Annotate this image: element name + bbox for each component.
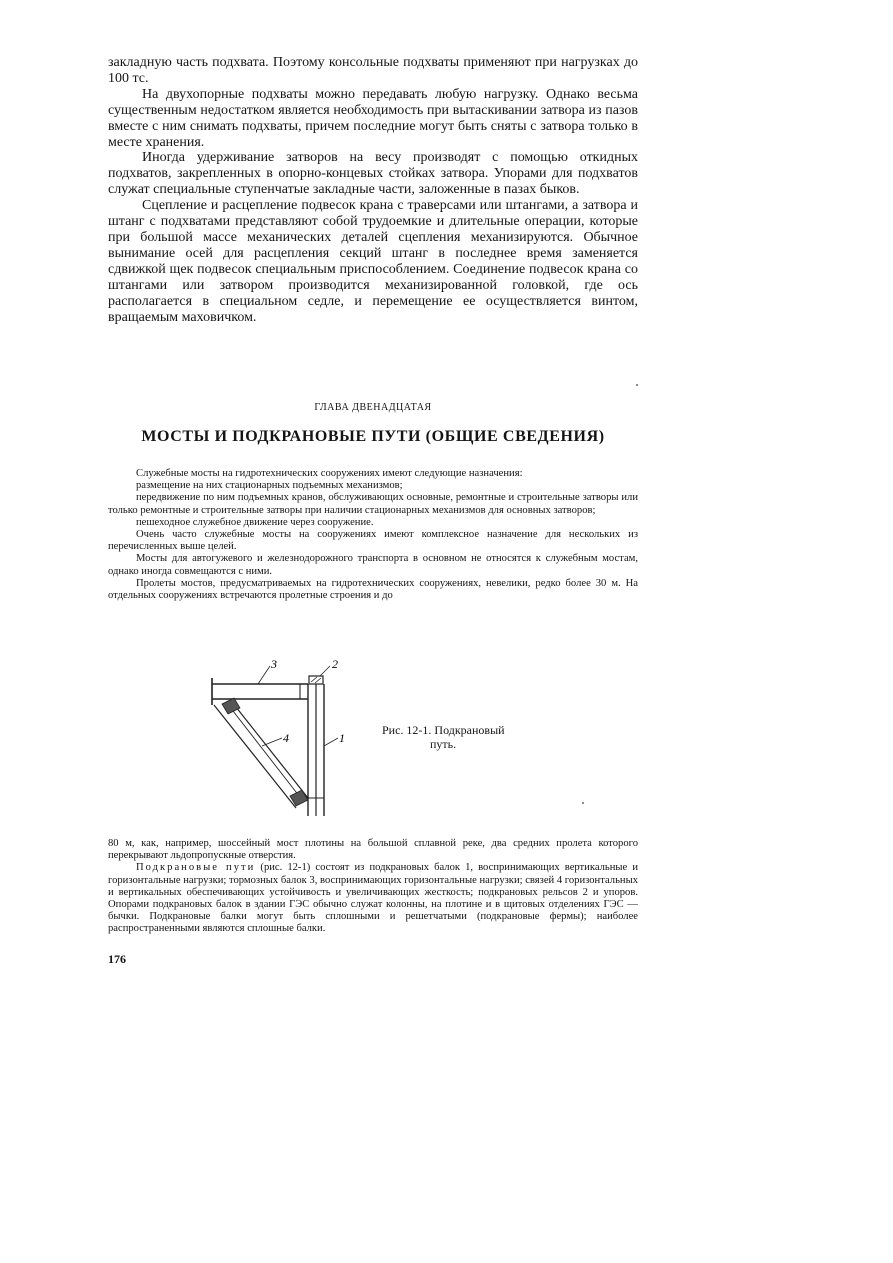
paragraph: Сцепление и расцепление подвесок крана с траверсами или штангами, а затвора и штанг с подхватами представляют собой трудоемкие и длительные операции, которые при большой массе механических деталей сцепления механизируются. Обычное вынимание осей для расцепления секций штанг в последнее время заменяется сдвижкой щек подвесок специальным приспособлением. Соединение подвесок крана со штангами или затвором производится механизированной головкой, где ось располагается в специальном седле, и перемещение ее осуществляется винтом, вращаемым маховичком.: [108, 198, 638, 325]
scan-speck: [582, 802, 584, 804]
paragraph: закладную часть подхвата. Поэтому консольные подхваты применяют при нагрузках до 100 тс.: [108, 55, 638, 86]
paragraph: Служебные мосты на гидротехнических сооружениях имеют следующие назначения:: [136, 468, 523, 479]
paragraph: На двухопорные подхваты можно передавать любую нагрузку. Однако весьма существенным недостатком является необходимость при вытаскивании затвора из пазов вместе с ним снимать подхваты, причем последние могут быть сняты с затвора только в месте хранения.: [108, 86, 638, 150]
caption-line-1: Рис. 12-1. Подкрановый: [382, 723, 505, 737]
figure-caption: [382, 723, 542, 751]
list-item: размещение на них стационарных подъемных механизмов;: [136, 480, 403, 492]
paragraph: Мосты для автогужевого и железнодорожного транспорта в основном не относятся к служебным мостам, однако иногда совмещаются с ними.: [108, 553, 638, 577]
paragraph: 80 м, как, например, шоссейный мост плотины на большой сплавной реке, два средних пролета которого перекрывают льдопропускные отверстия.: [108, 838, 638, 862]
paragraph: Пролеты мостов, предусматриваемых на гидротехнических сооружениях, невелики, редко более 30 м. На отдельных сооружениях встречаются пролетные строения и до: [108, 577, 638, 602]
chapter-title: МОСТЫ И ПОДКРАНОВЫЕ ПУТИ (ОБЩИЕ СВЕДЕНИЯ): [141, 428, 605, 445]
bottom-text-block: [108, 838, 638, 936]
middle-text-block: [108, 468, 638, 602]
paragraph-text: (рис. 12-1) состоят из подкрановых балок 1, воспринимающих вертикальные и горизонтальные нагрузки; тормозных балок 3, воспринимающих горизонтальные нагрузки; связей 4 горизонтальных и вертикальных обеспечивающих устойчивость и увеличивающих жесткость; подкрановых рельсов 2 и упоров. Опорами подкрановых балок в здании ГЭС обычно служат колонны, на плотине и в щитовых отделениях ГЭС — бычки. Подкрановые балки могут быть сплошными и решетчатыми (подкрановые фермы); наиболее распространенными являются сплошные балки.: [108, 862, 638, 935]
paragraph: [108, 862, 638, 935]
crane-rail: [309, 676, 323, 684]
paragraph: Иногда удерживание затворов на весу производят с помощью откидных подхватов, закрепленных в опорно-концевых стойках затвора. Упорами для подхватов служат специальные ступенчатые закладные части, заложенные в пазах быков.: [108, 150, 638, 198]
caption-line-2: путь.: [430, 737, 457, 751]
brace: [214, 698, 308, 808]
page-number: 176: [108, 952, 126, 966]
paragraph: Очень часто служебные мосты на сооружениях имеют комплексное назначение для нескольких из перечисленных выше целей.: [108, 529, 638, 553]
brake-beam: [212, 678, 308, 705]
list-item: пешеходное служебное движение через сооружение.: [136, 516, 374, 528]
crane-runway-figure: [200, 658, 360, 818]
top-text-block: [108, 55, 638, 325]
figure-label-1: 1: [339, 731, 345, 745]
figure-label-3: 3: [271, 658, 277, 671]
list-item: передвижение по ним подъемных кранов, обслуживающих основные, ремонтные и строительные затворы или только ремонтные и строительные затворы при наличии стационарных механизмов для основных затворов;: [108, 492, 638, 516]
figure-label-2: 2: [332, 658, 338, 671]
scan-speck: [636, 384, 638, 386]
figure-label-4: 4: [283, 731, 289, 745]
term-emphasis: Подкрановые пути: [136, 862, 256, 874]
chapter-label: ГЛАВА ДВЕНАДЦАТАЯ: [314, 402, 432, 413]
